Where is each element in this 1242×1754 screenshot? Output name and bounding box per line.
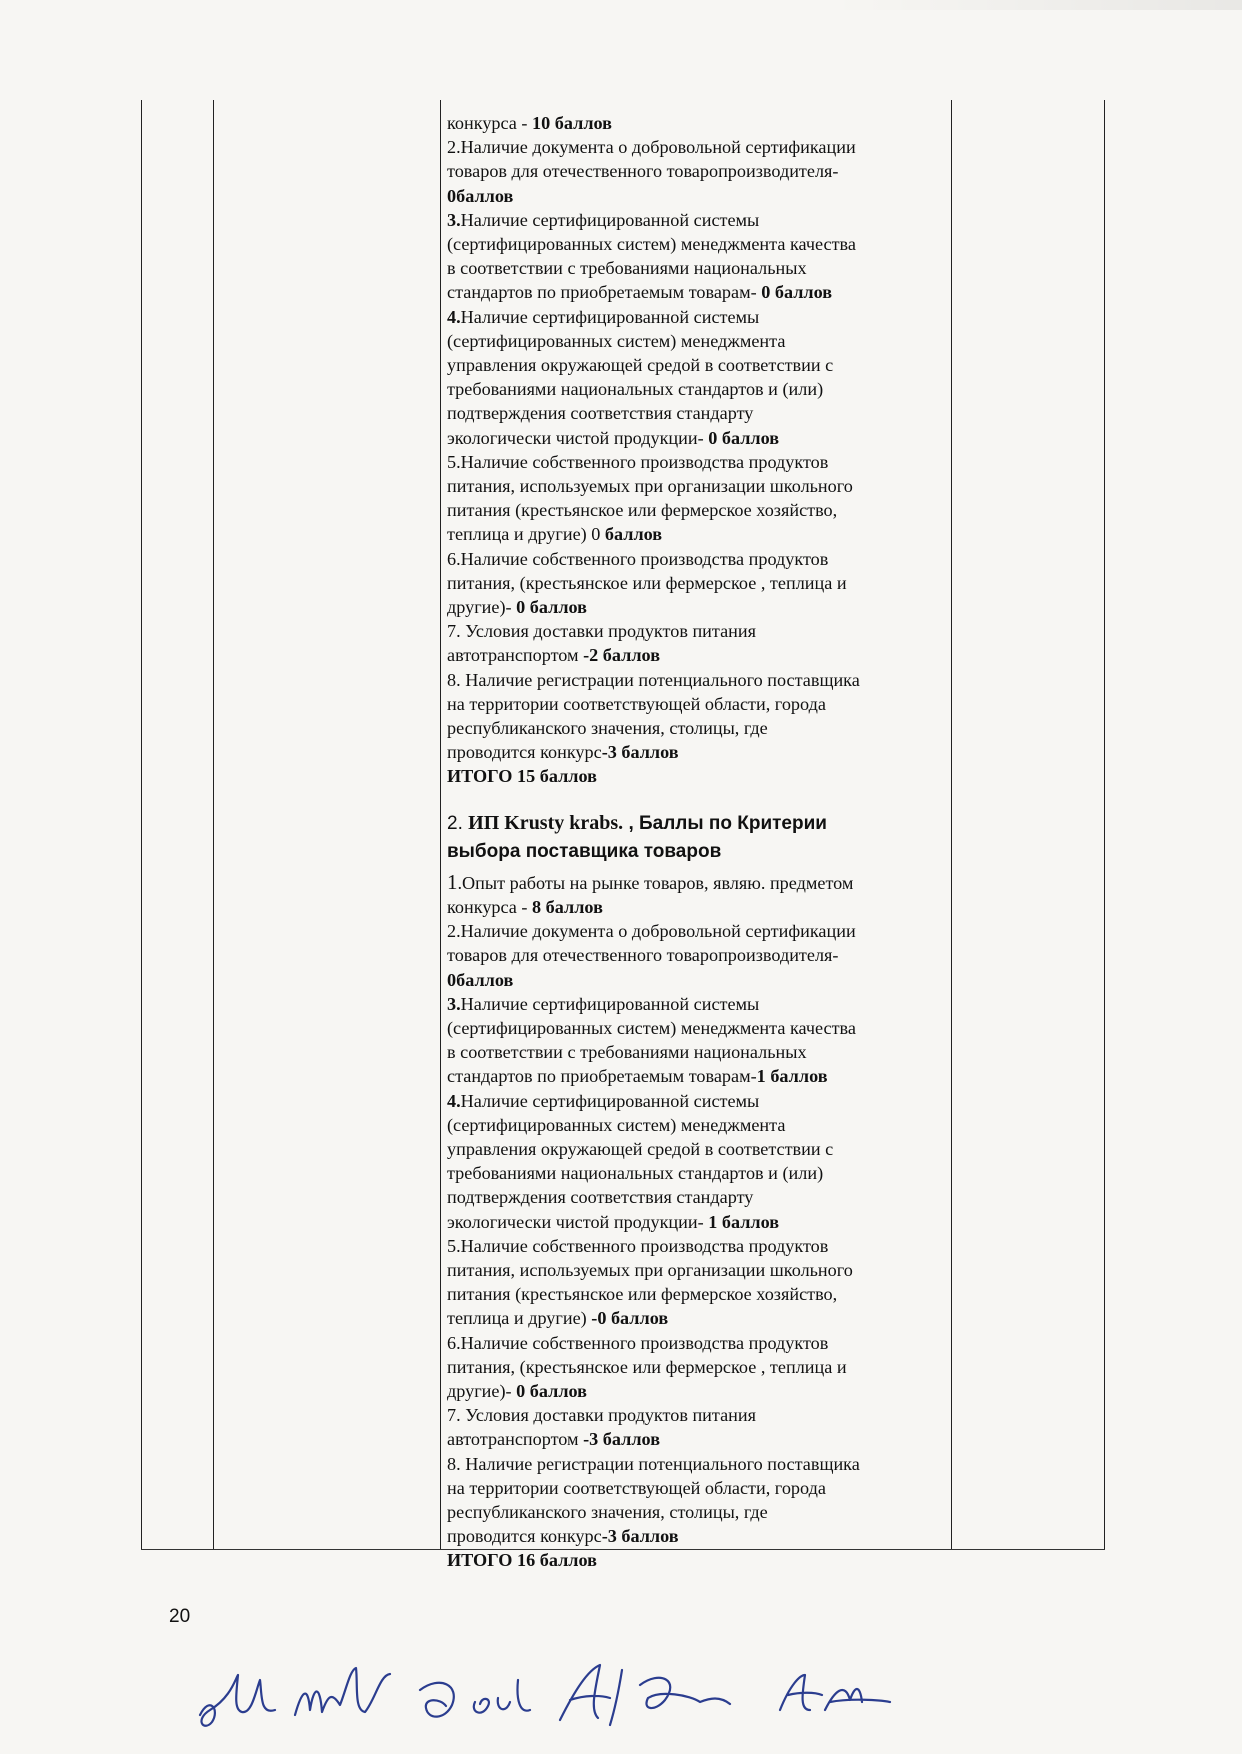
criteria-line <box>447 135 943 159</box>
criteria-line <box>447 1161 943 1185</box>
text-run: 0 баллов <box>708 427 780 448</box>
text-run: проводится конкурс <box>447 1526 602 1547</box>
criteria-line <box>447 1185 943 1209</box>
text-run: требованиями национальных стандартов и (или) <box>447 1163 824 1184</box>
text-run: товаров для отечественного товаропроизводителя- <box>447 161 839 182</box>
text-run: питания, (крестьянское или фермерское , теплица и <box>447 572 847 593</box>
text-run: республиканского значения, столицы, где <box>447 1501 768 1522</box>
criteria-line <box>447 943 943 967</box>
text-run: .Опыт работы на рынке товаров, являю. предметом <box>457 872 854 893</box>
criteria-line <box>447 208 943 232</box>
text-run: питания (крестьянское или фермерское хозяйство, <box>447 1284 838 1305</box>
criteria-line <box>447 1210 943 1234</box>
text-run: 1 баллов <box>756 1066 828 1087</box>
page-number: 20 <box>169 1606 191 1627</box>
criteria-line <box>447 522 943 546</box>
text-run: питания, используемых при организации школьного <box>447 1259 853 1280</box>
text-run: 8. Наличие регистрации потенциального поставщика <box>447 669 860 690</box>
criteria-line <box>447 159 943 183</box>
text-run: управления окружающей средой в соответствии с <box>447 1138 834 1159</box>
section-2-heading-line-1: , Баллы по Критерии <box>623 812 827 834</box>
criteria-line <box>447 1331 943 1355</box>
text-run: автотранспортом <box>447 645 584 666</box>
criteria-line <box>447 401 943 425</box>
criteria-line <box>447 1355 943 1379</box>
criteria-line <box>447 1427 943 1451</box>
text-run: -3 баллов <box>583 1429 661 1450</box>
text-run: Наличие сертифицированной системы <box>460 993 760 1014</box>
text-run: 0 баллов <box>516 1380 587 1401</box>
signature-1 <box>200 1675 275 1726</box>
text-run: автотранспортом <box>447 1429 584 1450</box>
text-run: Наличие сертифицированной системы <box>460 209 760 230</box>
criteria-line <box>447 329 943 353</box>
criteria-line <box>447 1306 943 1330</box>
table-column-divider-3 <box>951 100 952 1550</box>
criteria-line <box>447 1016 943 1040</box>
criteria-line <box>447 571 943 595</box>
text-run: 6.Наличие собственного производства продуктов <box>447 1332 829 1353</box>
criteria-line <box>447 1113 943 1137</box>
text-run: 0баллов <box>447 185 514 206</box>
criteria-line <box>447 547 943 571</box>
text-run: питания (крестьянское или фермерское хозяйство, <box>447 500 838 521</box>
text-run: конкурса - <box>447 113 533 133</box>
criteria-line <box>447 668 943 692</box>
text-run: другие)- <box>447 597 517 618</box>
supplier-name: ИП Krusty krabs. <box>468 811 624 834</box>
text-run: в соответствии с требованиями национальных <box>447 1042 807 1063</box>
criteria-line <box>447 450 943 474</box>
criteria-line <box>447 1089 943 1113</box>
criteria-line <box>447 256 943 280</box>
criteria-line <box>447 1452 943 1476</box>
text-run: (сертифицированных систем) менеджмента качества <box>447 234 856 255</box>
criteria-line <box>447 1137 943 1161</box>
text-run: управления окружающей средой в соответствии с <box>447 355 834 376</box>
signature-3 <box>420 1680 530 1717</box>
criteria-line <box>447 1064 943 1088</box>
criteria-line <box>447 498 943 522</box>
text-run: 0 баллов <box>516 597 587 618</box>
criteria-line <box>447 764 943 788</box>
criteria-line <box>447 643 943 667</box>
text-run: 10 баллов <box>532 113 612 133</box>
signature-5 <box>780 1675 890 1710</box>
criteria-line <box>447 111 943 135</box>
text-run: теплица и другие) 0 <box>447 524 605 545</box>
criteria-line <box>447 426 943 450</box>
section-2-heading <box>447 809 943 866</box>
text-run: питания, используемых при организации школьного <box>447 476 853 497</box>
text-run: проводится конкурс <box>447 742 602 763</box>
section-2-number: 2. <box>447 812 463 834</box>
text-run: товаров для отечественного товаропроизводителя- <box>447 945 839 966</box>
signatures-area <box>190 1640 950 1735</box>
text-run: (сертифицированных систем) менеджмента <box>447 330 786 351</box>
text-run: конкурса - <box>447 896 533 917</box>
text-run: 2.Наличие документа о добровольной сертификации <box>447 921 856 942</box>
text-run: 7. Условия доставки продуктов питания <box>447 1405 756 1426</box>
text-run: 8 баллов <box>532 896 603 917</box>
criteria-line <box>447 1548 943 1572</box>
table-border-left <box>141 100 142 1550</box>
text-run: 1 <box>447 869 458 894</box>
signature-2 <box>295 1668 390 1715</box>
text-run: 1 баллов <box>708 1211 780 1232</box>
text-run: 6.Наличие собственного производства продуктов <box>447 548 829 569</box>
criteria-line <box>447 1258 943 1282</box>
text-run: (сертифицированных систем) менеджмента качества <box>447 1017 856 1038</box>
criteria-line <box>447 280 943 304</box>
text-run: на территории соответствующей области, города <box>447 1477 826 1498</box>
criteria-line <box>447 232 943 256</box>
criteria-line <box>447 919 943 943</box>
criteria-line <box>447 595 943 619</box>
criteria-line <box>447 184 943 208</box>
text-run: питания, (крестьянское или фермерское , теплица и <box>447 1356 847 1377</box>
text-run: стандартов по приобретаемым товарам- <box>447 282 762 303</box>
criteria-line <box>447 353 943 377</box>
criteria-line <box>447 1476 943 1500</box>
text-run: теплица и другие) <box>447 1308 592 1329</box>
text-run: 3. <box>447 993 461 1014</box>
text-run: стандартов по приобретаемым товарам- <box>447 1066 757 1087</box>
section-1-criteria <box>447 111 943 789</box>
text-run: экологически чистой продукции- <box>447 1211 709 1232</box>
criteria-line <box>447 305 943 329</box>
text-run: баллов <box>604 524 663 545</box>
table-border-right <box>1104 100 1105 1550</box>
text-run: на территории соответствующей области, города <box>447 693 826 714</box>
text-run: (сертифицированных систем) менеджмента <box>447 1114 786 1135</box>
text-run: 0баллов <box>447 969 514 990</box>
criteria-line <box>447 692 943 716</box>
criteria-line <box>447 716 943 740</box>
table-column-divider-2 <box>440 100 441 1550</box>
criteria-line <box>447 1040 943 1064</box>
text-run: экологически чистой продукции- <box>447 427 709 448</box>
criteria-line <box>447 1234 943 1258</box>
text-run: Наличие сертифицированной системы <box>460 306 760 327</box>
text-run: 3. <box>447 209 461 230</box>
text-run: требованиями национальных стандартов и (или) <box>447 379 824 400</box>
text-run: -0 баллов <box>591 1308 669 1329</box>
text-run: -3 баллов <box>601 1526 679 1547</box>
criteria-cell <box>447 111 943 1573</box>
criteria-line <box>447 895 943 919</box>
text-run: подтверждения соответствия стандарту <box>447 1187 754 1208</box>
text-run: в соответствии с требованиями национальных <box>447 258 807 279</box>
criteria-line <box>447 870 943 895</box>
text-run: Наличие сертифицированной системы <box>460 1090 760 1111</box>
criteria-line <box>447 1403 943 1427</box>
criteria-line <box>447 619 943 643</box>
criteria-line <box>447 740 943 764</box>
text-run: 7. Условия доставки продуктов питания <box>447 621 756 642</box>
section-2-criteria <box>447 870 943 1573</box>
text-run: 2.Наличие документа о добровольной сертификации <box>447 137 856 158</box>
text-run: -3 баллов <box>601 742 679 763</box>
text-run: 0 баллов <box>761 282 833 303</box>
table-column-divider-1 <box>213 100 214 1550</box>
section-2-heading-line-2: выбора поставщика товаров <box>447 840 722 862</box>
text-run: -2 баллов <box>583 645 661 666</box>
text-run: подтверждения соответствия стандарту <box>447 403 754 424</box>
text-run: 5.Наличие собственного производства продуктов <box>447 1235 829 1256</box>
text-run: ИТОГО 15 баллов <box>447 766 597 787</box>
text-run: 4. <box>447 306 461 327</box>
criteria-line <box>447 474 943 498</box>
criteria-line <box>447 377 943 401</box>
text-run: республиканского значения, столицы, где <box>447 718 768 739</box>
scan-edge-shadow <box>830 0 1242 10</box>
text-run: другие)- <box>447 1380 517 1401</box>
criteria-line <box>447 1500 943 1524</box>
text-run: 5.Наличие собственного производства продуктов <box>447 451 829 472</box>
criteria-line <box>447 1282 943 1306</box>
signature-4 <box>560 1665 730 1725</box>
text-run: ИТОГО 16 баллов <box>447 1550 597 1571</box>
criteria-line <box>447 992 943 1016</box>
text-run: 4. <box>447 1090 461 1111</box>
criteria-line <box>447 1524 943 1548</box>
criteria-line <box>447 1379 943 1403</box>
text-run: 8. Наличие регистрации потенциального поставщика <box>447 1453 860 1474</box>
criteria-line <box>447 968 943 992</box>
